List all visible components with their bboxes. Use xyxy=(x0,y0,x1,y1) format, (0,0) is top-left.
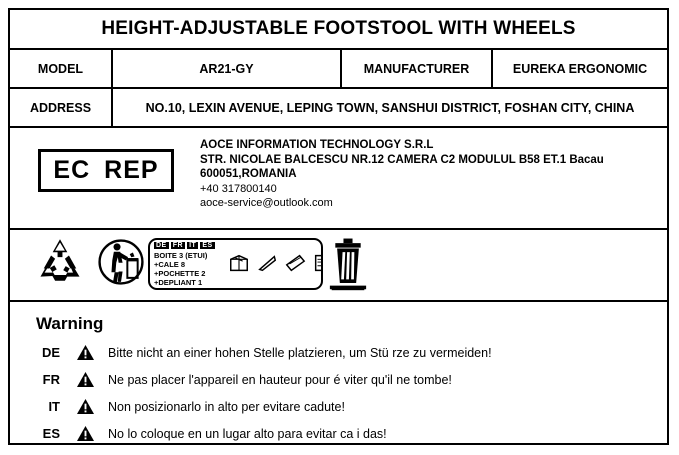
warning-heading: Warning xyxy=(36,314,104,333)
warning-lang-fr: FR xyxy=(42,372,60,387)
ec-rep-address-block xyxy=(200,138,604,211)
ec-rep-city: 600051,ROMANIA xyxy=(200,168,297,180)
address-row xyxy=(10,89,667,128)
warning-section xyxy=(10,302,667,446)
ec-rep-company: AOCE INFORMATION TECHNOLOGY S.R.L xyxy=(200,139,434,151)
model-value: AR21-GY xyxy=(113,50,342,87)
recycle-icon xyxy=(34,236,86,293)
warning-lang-es: ES xyxy=(42,426,60,441)
warning-lang-it: IT xyxy=(48,399,60,414)
ec-rep-phone: +40 317800140 xyxy=(200,182,277,195)
warning-text-it: Non posizionarlo in alto per evitare cadute! xyxy=(108,399,345,414)
packaging-item-0: BOITE 3 (ETUI) xyxy=(154,251,208,260)
packaging-languages xyxy=(154,242,217,249)
warning-triangle-icon xyxy=(72,371,98,388)
packaging-item-3: +DEPLIANT 1 xyxy=(154,278,203,287)
wedge-icon xyxy=(256,252,278,274)
warning-triangle-icon xyxy=(72,425,98,442)
pictogram-section xyxy=(10,230,667,302)
carton-icon xyxy=(228,252,250,274)
ec-rep-text-ec: EC xyxy=(53,156,91,184)
warning-triangle-icon xyxy=(72,398,98,415)
warning-triangle-icon xyxy=(72,344,98,361)
warning-row-it xyxy=(10,394,667,419)
warning-row-es xyxy=(10,421,667,446)
packaging-lang-es: ES xyxy=(202,242,213,249)
model-label: MODEL xyxy=(10,50,113,87)
packaging-lang-fr: FR xyxy=(172,242,184,249)
do-not-litter-icon xyxy=(98,236,144,293)
warning-row-de xyxy=(10,340,667,365)
packaging-item-1: +CALE 8 xyxy=(154,260,186,269)
packaging-item-2: +POCHETTE 2 xyxy=(154,269,206,278)
ec-rep-section xyxy=(10,128,667,230)
ec-rep-email: aoce-service@outlook.com xyxy=(200,197,333,209)
packaging-lang-it: IT xyxy=(189,242,197,249)
address-value: NO.10, LEXIN AVENUE, LEPING TOWN, SANSHUI DISTRICT, FOSHAN CITY, CHINA xyxy=(145,100,635,115)
page-title: HEIGHT-ADJUSTABLE FOOTSTOOL WITH WHEELS xyxy=(101,18,576,39)
label-title-row xyxy=(10,10,667,50)
warning-text-fr: Ne pas placer l'appareil en hauteur pour é viter qu'il ne tombe! xyxy=(108,372,452,387)
address-label: ADDRESS xyxy=(10,89,113,126)
packaging-item-icons xyxy=(228,252,323,274)
packaging-lang-de: DE xyxy=(156,242,167,249)
pouch-icon xyxy=(284,252,306,274)
manufacturer-label: MANUFACTURER xyxy=(342,50,493,87)
ec-rep-badge xyxy=(38,149,174,192)
warning-text-de: Bitte nicht an einer hohen Stelle platzieren, um Stü rze zu vermeiden! xyxy=(108,345,492,360)
warning-text-es: No lo coloque en un lugar alto para evitar ca i das! xyxy=(108,426,387,441)
manufacturer-value: EUREKA ERGONOMIC xyxy=(512,61,648,76)
packaging-box xyxy=(148,238,323,290)
warning-lang-de: DE xyxy=(41,345,60,360)
model-manufacturer-row xyxy=(10,50,667,89)
weee-crossed-out-bin-icon xyxy=(328,234,368,297)
packaging-contents-list xyxy=(154,251,207,287)
ec-rep-text-rep: REP xyxy=(104,156,159,184)
leaflet-icon xyxy=(312,252,323,274)
packaging-contents-icon xyxy=(148,238,323,290)
ec-rep-street: STR. NICOLAE BALCESCU NR.12 CAMERA C2 MODULUL B58 ET.1 Bacau xyxy=(200,153,604,166)
warning-row-fr xyxy=(10,367,667,392)
product-label xyxy=(8,8,669,445)
